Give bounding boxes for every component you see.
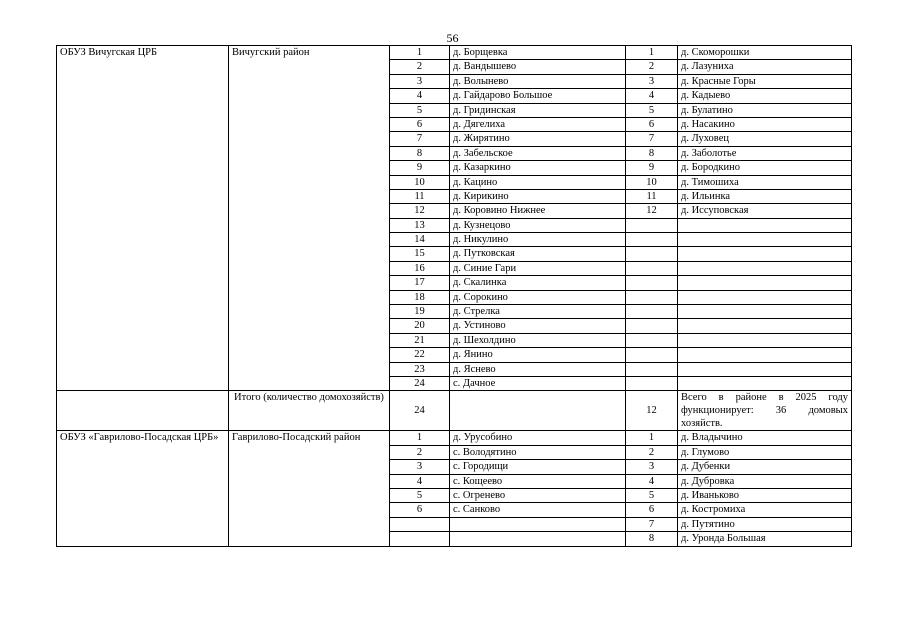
settlement-2 xyxy=(678,233,852,247)
row-number-2: 4 xyxy=(626,474,678,488)
settlement-1: д. Кузнецово xyxy=(450,218,626,232)
settlement-2: д. Глумово xyxy=(678,445,852,459)
settlement-2: д. Луховец xyxy=(678,132,852,146)
row-number-1: 14 xyxy=(390,233,450,247)
row-number-1: 3 xyxy=(390,74,450,88)
row-number-1: 8 xyxy=(390,146,450,160)
district-cell: Гаврилово-Посадский район xyxy=(229,431,390,546)
row-number-1: 4 xyxy=(390,89,450,103)
row-number-1: 15 xyxy=(390,247,450,261)
settlement-2: д. Бородкино xyxy=(678,161,852,175)
district-cell: Вичугский район xyxy=(229,46,390,391)
settlement-2: д. Дубровка xyxy=(678,474,852,488)
row-number-2 xyxy=(626,247,678,261)
settlement-1: д. Путковская xyxy=(450,247,626,261)
table-row xyxy=(57,431,852,445)
row-number-2 xyxy=(626,276,678,290)
row-number-1: 13 xyxy=(390,218,450,232)
settlement-1: с. Санково xyxy=(450,503,626,517)
settlement-2: д. Иваньково xyxy=(678,488,852,502)
settlement-2 xyxy=(678,261,852,275)
settlement-1: д. Волынево xyxy=(450,74,626,88)
settlement-2 xyxy=(678,218,852,232)
settlement-1: д. Жирятино xyxy=(450,132,626,146)
settlement-2: д. Костромиха xyxy=(678,503,852,517)
row-number-1: 18 xyxy=(390,290,450,304)
row-number-2: 2 xyxy=(626,60,678,74)
row-number-1: 11 xyxy=(390,189,450,203)
settlement-1: д. Никулино xyxy=(450,233,626,247)
settlement-1: д. Казаркино xyxy=(450,161,626,175)
settlement-2: д. Насакино xyxy=(678,117,852,131)
row-number-1: 7 xyxy=(390,132,450,146)
row-number-2 xyxy=(626,362,678,376)
settlement-1: д. Скалинка xyxy=(450,276,626,290)
settlement-2: д. Булатино xyxy=(678,103,852,117)
row-number-2: 8 xyxy=(626,532,678,546)
row-number-2 xyxy=(626,233,678,247)
organization-cell: ОБУЗ Вичугская ЦРБ xyxy=(57,46,229,391)
settlement-2: д. Ильинка xyxy=(678,189,852,203)
row-number-2: 3 xyxy=(626,460,678,474)
row-number-2 xyxy=(626,218,678,232)
row-number-1: 5 xyxy=(390,103,450,117)
settlement-1: с. Дачное xyxy=(450,376,626,390)
settlement-1: д. Синие Гари xyxy=(450,261,626,275)
row-number-1: 10 xyxy=(390,175,450,189)
total-empty-cell xyxy=(57,391,229,431)
settlement-1 xyxy=(450,532,626,546)
settlement-1: д. Кацино xyxy=(450,175,626,189)
settlement-1: с. Кощеево xyxy=(450,474,626,488)
settlement-2: д. Кадыево xyxy=(678,89,852,103)
settlement-2 xyxy=(678,333,852,347)
row-number-2: 7 xyxy=(626,517,678,531)
row-number-1 xyxy=(390,532,450,546)
settlement-1: д. Дягелиха xyxy=(450,117,626,131)
settlement-1: д. Коровино Нижнее xyxy=(450,204,626,218)
page-number: 56 xyxy=(446,31,459,45)
settlement-1: д. Кирикино xyxy=(450,189,626,203)
settlement-2 xyxy=(678,348,852,362)
row-number-1: 22 xyxy=(390,348,450,362)
settlement-2 xyxy=(678,376,852,390)
row-number-2 xyxy=(626,376,678,390)
settlement-1: д. Шехолдино xyxy=(450,333,626,347)
row-number-2: 5 xyxy=(626,488,678,502)
settlement-2 xyxy=(678,247,852,261)
row-number-2 xyxy=(626,319,678,333)
row-number-1: 16 xyxy=(390,261,450,275)
row-number-2 xyxy=(626,261,678,275)
row-number-2 xyxy=(626,290,678,304)
row-number-1: 20 xyxy=(390,319,450,333)
settlement-1: д. Урусобино xyxy=(450,431,626,445)
settlement-2: д. Скоморошки xyxy=(678,46,852,60)
settlement-2 xyxy=(678,319,852,333)
settlement-1 xyxy=(450,517,626,531)
settlement-2: д. Заболотье xyxy=(678,146,852,160)
row-number-1: 12 xyxy=(390,204,450,218)
organization-cell: ОБУЗ «Гаврилово-Посадская ЦРБ» xyxy=(57,431,229,546)
total-label: Итого (количество домохозяйств) xyxy=(229,391,390,431)
settlement-1: д. Гайдарово Большое xyxy=(450,89,626,103)
row-number-1: 17 xyxy=(390,276,450,290)
settlement-2 xyxy=(678,276,852,290)
settlement-1: с. Городищи xyxy=(450,460,626,474)
row-number-2: 5 xyxy=(626,103,678,117)
row-number-1: 2 xyxy=(390,60,450,74)
row-number-1: 6 xyxy=(390,503,450,517)
settlement-2: д. Лазуниха xyxy=(678,60,852,74)
settlement-1: с. Володятино xyxy=(450,445,626,459)
settlements-table xyxy=(56,45,852,547)
settlement-1: д. Сорокино xyxy=(450,290,626,304)
row-number-2: 9 xyxy=(626,161,678,175)
settlement-1: д. Забельское xyxy=(450,146,626,160)
total-note: Всего в районе в 2025 году функционирует: 36 домовых хозяйств. xyxy=(678,391,852,431)
row-number-2: 12 xyxy=(626,204,678,218)
settlement-2: д. Дубенки xyxy=(678,460,852,474)
settlement-2: д. Путятино xyxy=(678,517,852,531)
row-number-2: 1 xyxy=(626,431,678,445)
settlement-1: д. Гридинская xyxy=(450,103,626,117)
row-number-2: 11 xyxy=(626,189,678,203)
row-number-2 xyxy=(626,348,678,362)
settlement-2 xyxy=(678,362,852,376)
settlement-1: д. Борщевка xyxy=(450,46,626,60)
row-number-1: 23 xyxy=(390,362,450,376)
settlement-1: д. Янино xyxy=(450,348,626,362)
row-number-2 xyxy=(626,305,678,319)
settlement-2: д. Красные Горы xyxy=(678,74,852,88)
row-number-1: 3 xyxy=(390,460,450,474)
settlement-2 xyxy=(678,290,852,304)
settlement-1: д. Устиново xyxy=(450,319,626,333)
settlement-1: д. Стрелка xyxy=(450,305,626,319)
row-number-1: 5 xyxy=(390,488,450,502)
settlement-2 xyxy=(678,305,852,319)
settlement-2: д. Владычино xyxy=(678,431,852,445)
row-number-2: 1 xyxy=(626,46,678,60)
row-number-2: 8 xyxy=(626,146,678,160)
row-number-1: 2 xyxy=(390,445,450,459)
settlement-2: д. Иссуповская xyxy=(678,204,852,218)
row-number-2: 3 xyxy=(626,74,678,88)
settlement-2: д. Уронда Большая xyxy=(678,532,852,546)
row-number-1: 1 xyxy=(390,431,450,445)
row-number-1 xyxy=(390,517,450,531)
settlement-1: д. Вандышево xyxy=(450,60,626,74)
row-number-2: 7 xyxy=(626,132,678,146)
row-number-2: 4 xyxy=(626,89,678,103)
row-number-1: 24 xyxy=(390,376,450,390)
total-row xyxy=(57,391,852,431)
total-count-2: 12 xyxy=(626,391,678,431)
settlement-2: д. Тимошиха xyxy=(678,175,852,189)
row-number-2: 2 xyxy=(626,445,678,459)
total-empty-cell xyxy=(450,391,626,431)
row-number-1: 9 xyxy=(390,161,450,175)
row-number-2: 6 xyxy=(626,503,678,517)
row-number-1: 6 xyxy=(390,117,450,131)
row-number-1: 19 xyxy=(390,305,450,319)
row-number-1: 4 xyxy=(390,474,450,488)
row-number-2 xyxy=(626,333,678,347)
total-count-1: 24 xyxy=(390,391,450,431)
table-row xyxy=(57,46,852,60)
row-number-2: 6 xyxy=(626,117,678,131)
row-number-1: 21 xyxy=(390,333,450,347)
settlement-1: с. Огренево xyxy=(450,488,626,502)
row-number-2: 10 xyxy=(626,175,678,189)
settlement-1: д. Яснево xyxy=(450,362,626,376)
row-number-1: 1 xyxy=(390,46,450,60)
